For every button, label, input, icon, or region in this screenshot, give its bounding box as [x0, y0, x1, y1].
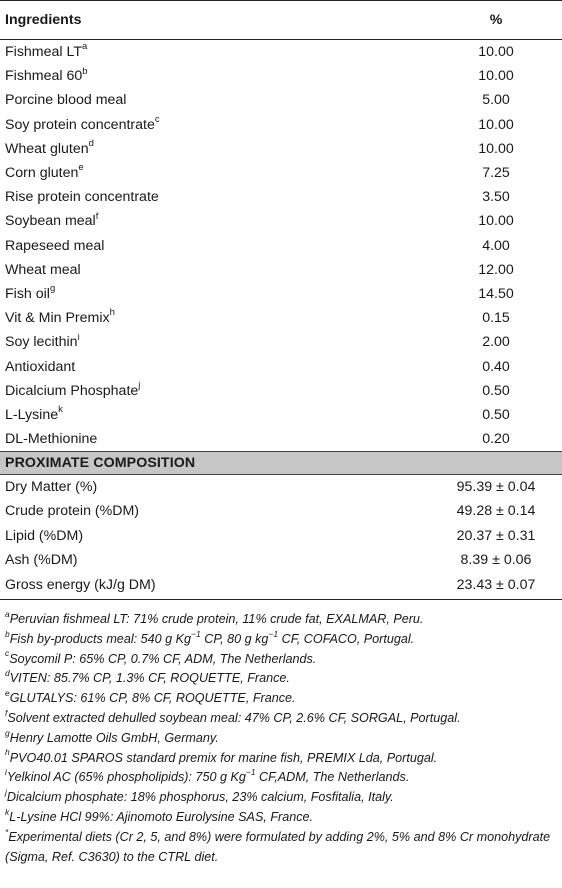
footnote-marker: i: [77, 331, 80, 343]
ingredient-value: 0.40: [482, 358, 510, 375]
ingredient-percent: [400, 209, 562, 233]
ingredient-percent: [400, 113, 562, 137]
proximate-name: Dry Matter (%): [5, 479, 98, 496]
footnote: [5, 749, 557, 769]
footnote-mark: c: [5, 648, 10, 659]
ingredient-label: Soybean meal: [5, 213, 96, 230]
footnote: [5, 630, 557, 650]
ingredient-percent: [400, 306, 562, 330]
ingredient-row: [0, 40, 562, 65]
footnote-mark: *: [5, 826, 9, 837]
ingredient-label: Rise protein concentrate: [5, 189, 159, 206]
footnotes: [0, 600, 562, 867]
proximate-row: [0, 548, 562, 572]
proximate-row: [0, 524, 562, 548]
ingredient-value: 4.00: [482, 237, 510, 254]
ingredient-row: [0, 354, 562, 378]
ingredient-percent: [400, 330, 562, 354]
ingredient-row: [0, 113, 562, 137]
footnote-mark: d: [5, 668, 10, 679]
ingredient-row: [0, 282, 562, 306]
proximate-value: 23.43 ± 0.07: [456, 577, 536, 594]
ingredient-percent: [400, 354, 562, 378]
ingredient-label: Vit & Min Premix: [5, 310, 110, 327]
ingredient-row: [0, 234, 562, 258]
ingredient-value: 10.00: [478, 116, 514, 133]
ingredient-percent: [400, 64, 562, 88]
footnote: [5, 709, 557, 729]
footnote-mark: a: [5, 608, 10, 619]
ingredient-percent: [400, 427, 562, 452]
footnote-marker: b: [82, 65, 88, 77]
footnote-text: CF,ADM, The Netherlands.: [255, 770, 410, 785]
ingredient-value: 10.00: [478, 213, 514, 230]
ingredient-name: [0, 113, 400, 137]
ingredient-row: [0, 258, 562, 282]
ingredient-row: [0, 306, 562, 330]
footnote-exponent: −1: [268, 628, 279, 639]
ingredient-name: [0, 306, 400, 330]
ingredient-value: 5.00: [482, 92, 510, 109]
footnote-marker: h: [109, 307, 115, 319]
footnote-marker: f: [95, 210, 99, 222]
ingredient-percent: [400, 234, 562, 258]
ingredient-label: Wheat meal: [5, 261, 81, 278]
proximate-value: 49.28 ± 0.14: [456, 503, 536, 520]
proximate-name: Crude protein (%DM): [5, 503, 140, 520]
proximate-row: [0, 475, 562, 500]
footnote: [5, 610, 557, 630]
footnote-mark: g: [5, 727, 10, 738]
footnote-text: Peruvian fishmeal LT: 71% crude protein, 11% crude fat, EXALMAR, Peru.: [9, 611, 424, 626]
ingredient-value: 0.50: [482, 406, 510, 423]
proximate-value-cell: [400, 475, 562, 500]
ingredient-value: 14.50: [478, 285, 514, 302]
ingredient-name: [0, 88, 400, 112]
proximate-name: Lipid (%DM): [5, 527, 84, 544]
header-ingredients: Ingredients: [0, 1, 400, 40]
proximate-value-cell: [400, 524, 562, 548]
ingredient-name: [0, 209, 400, 233]
ingredient-percent: [400, 161, 562, 185]
proximate-value: 95.39 ± 0.04: [456, 479, 536, 496]
footnote-marker: g: [49, 283, 56, 295]
proximate-name: Gross energy (kJ/g DM): [0, 572, 400, 600]
ingredient-name: [0, 185, 400, 209]
footnote-text: Henry Lamotte Oils GmbH, Germany.: [9, 730, 219, 745]
ingredient-label: DL-Methionine: [5, 431, 98, 448]
footnote-marker: c: [154, 113, 160, 125]
footnote-mark: j: [5, 786, 7, 797]
footnote-mark: h: [5, 747, 10, 758]
footnote-exponent: −1: [245, 767, 256, 778]
footnote-marker: k: [58, 404, 63, 416]
ingredient-name: [0, 282, 400, 306]
ingredient-name: [0, 64, 400, 88]
ingredient-name: [0, 427, 400, 452]
footnote: [5, 788, 557, 808]
header-percent-label: %: [489, 12, 503, 28]
section-title: PROXIMATE COMPOSITION: [0, 452, 562, 475]
footnote: [5, 650, 557, 670]
ingredient-row: [0, 64, 562, 88]
ingredient-value: 10.00: [478, 44, 514, 61]
footnote-text: PVO40.01 SPAROS standard premix for marine fish, PREMIX Lda, Portugal.: [9, 750, 438, 765]
ingredient-percent: [400, 282, 562, 306]
ingredient-row: [0, 161, 562, 185]
ingredient-row: [0, 209, 562, 233]
footnote: [5, 729, 557, 749]
proximate-row: [0, 499, 562, 523]
ingredient-name: [0, 234, 400, 258]
footnote-marker: j: [138, 379, 141, 391]
ingredient-label: Wheat gluten: [5, 140, 89, 157]
footnote-mark: k: [5, 806, 10, 817]
ingredient-label: Porcine blood meal: [5, 92, 127, 109]
ingredient-label: Fishmeal 60: [5, 68, 83, 85]
footnote-exponent: −1: [191, 628, 201, 639]
proximate-name: Ash (%DM): [5, 551, 78, 568]
ingredient-label: Soy lecithin: [5, 334, 78, 351]
ingredient-row: [0, 137, 562, 161]
ingredient-percent: [400, 379, 562, 403]
footnote: [5, 828, 557, 868]
ingredient-percent: [400, 258, 562, 282]
ingredient-row: [0, 330, 562, 354]
ingredient-percent: [400, 185, 562, 209]
footnote-mark: f: [5, 707, 8, 718]
ingredient-name: [0, 330, 400, 354]
ingredient-value: 0.50: [482, 382, 510, 399]
ingredient-label: Fish oil: [5, 285, 50, 302]
ingredient-value: 0.20: [482, 431, 510, 448]
footnote-marker: d: [88, 138, 94, 150]
footnote-text: GLUTALYS: 61% CP, 8% CF, ROQUETTE, France.: [9, 691, 296, 706]
ingredient-row: [0, 88, 562, 112]
footnote: [5, 669, 557, 689]
ingredient-name: [0, 258, 400, 282]
ingredient-value: 2.00: [482, 334, 510, 351]
ingredient-label: Rapeseed meal: [5, 237, 105, 254]
footnote-mark: i: [5, 767, 7, 778]
footnote-text: Yelkinol AC (65% phospholipids): 750 g Kg: [6, 770, 246, 785]
ingredient-name: [0, 403, 400, 427]
ingredient-row: [0, 379, 562, 403]
ingredient-row: [0, 403, 562, 427]
proximate-value-cell: [400, 548, 562, 572]
footnote: [5, 768, 557, 788]
ingredient-value: 7.25: [482, 165, 510, 182]
ingredient-name: [0, 379, 400, 403]
footnote-marker: e: [78, 162, 84, 174]
ingredient-label: Corn gluten: [5, 165, 79, 182]
footnote-text: Experimental diets (Cr 2, 5, and 8%) were formulated by adding 2%, 5% and 8% Cr monohydrate (Sigma, Ref. C3630) to the CTRL diet.: [5, 829, 551, 864]
proximate-value: 8.39 ± 0.06: [460, 551, 532, 568]
ingredient-value: 0.15: [482, 310, 510, 327]
footnote-marker: a: [82, 41, 88, 53]
ingredient-label: Fishmeal LT: [5, 44, 82, 61]
proximate-value-cell: [400, 572, 562, 600]
ingredient-name: [0, 137, 400, 161]
footnote-text: CF, COFACO, Portugal.: [278, 631, 415, 646]
proximate-value: 20.37 ± 0.31: [456, 527, 536, 544]
ingredient-percent: [400, 403, 562, 427]
footnote: [5, 689, 557, 709]
ingredient-value: 10.00: [478, 140, 514, 157]
ingredient-value: 12.00: [478, 261, 514, 278]
proximate-row: [0, 572, 562, 600]
ingredient-row: [0, 427, 562, 452]
footnote: [5, 808, 557, 828]
ingredient-row: [0, 185, 562, 209]
proximate-value-cell: [400, 499, 562, 523]
header-percent: [400, 1, 562, 40]
footnote-text: Dicalcium phosphate: 18% phosphorus, 23% calcium, Fosfitalia, Italy.: [6, 790, 394, 805]
table-header-row: [0, 1, 562, 40]
footnote-mark: b: [5, 628, 10, 639]
ingredient-percent: [400, 137, 562, 161]
footnote-text: Soycomil P: 65% CP, 0.7% CF, ADM, The Netherlands.: [9, 651, 317, 666]
ingredient-value: 10.00: [478, 68, 514, 85]
footnote-text: Fish by-products meal: 540 g Kg: [9, 631, 192, 646]
ingredient-label: L-Lysine: [5, 406, 59, 423]
ingredient-name: [0, 354, 400, 378]
footnote-mark: e: [5, 687, 10, 698]
ingredient-percent: [400, 88, 562, 112]
footnote-text: L-Lysine HCl 99%: Ajinomoto Eurolysine SAS, France.: [9, 809, 314, 824]
footnote-text: Solvent extracted dehulled soybean meal: 47% CP, 2.6% CF, SORGAL, Portugal.: [7, 710, 461, 725]
ingredient-label: Dicalcium Phosphate: [5, 382, 139, 399]
ingredient-name: [0, 161, 400, 185]
ingredient-percent: [400, 40, 562, 65]
footnote-text: VITEN: 85.7% CP, 1.3% CF, ROQUETTE, France.: [9, 671, 290, 686]
ingredient-label: Soy protein concentrate: [5, 116, 155, 133]
ingredient-name: [0, 40, 400, 65]
ingredient-label: Antioxidant: [5, 358, 76, 375]
ingredient-value: 3.50: [482, 189, 510, 206]
footnote-text: CP, 80 g kg: [200, 631, 269, 646]
section-header-row: [0, 452, 562, 475]
